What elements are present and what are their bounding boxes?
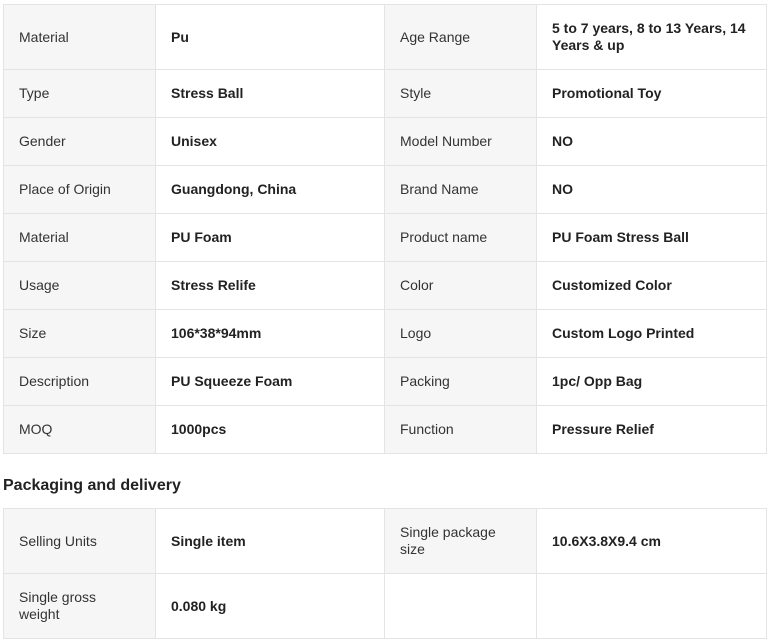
attribute-key: Place of Origin [4,166,156,214]
attribute-value: 10.6X3.8X9.4 cm [537,509,767,574]
empty-cell [385,574,537,639]
table-row [4,509,767,574]
attribute-key: Packing [385,358,537,406]
attribute-value: Single item [156,509,385,574]
table-row [4,214,767,262]
table-row [4,118,767,166]
attribute-key: Usage [4,262,156,310]
attribute-value: PU Squeeze Foam [156,358,385,406]
attribute-value: Custom Logo Printed [537,310,767,358]
attribute-value: NO [537,118,767,166]
attributes-table [3,4,767,454]
attribute-value: 106*38*94mm [156,310,385,358]
attribute-value: Guangdong, China [156,166,385,214]
attribute-key: Age Range [385,5,537,70]
attribute-key: Selling Units [4,509,156,574]
section-title-packaging: Packaging and delivery [3,477,181,494]
attribute-value: Customized Color [537,262,767,310]
attribute-key: Gender [4,118,156,166]
attribute-value: 0.080 kg [156,574,385,639]
attribute-key: Single package size [385,509,537,574]
attribute-key: Single gross weight [4,574,156,639]
table-row [4,358,767,406]
attribute-value: PU Foam Stress Ball [537,214,767,262]
packaging-table [3,508,767,639]
attribute-key: Material [4,214,156,262]
attribute-value: Promotional Toy [537,70,767,118]
attribute-key: MOQ [4,406,156,454]
attribute-value: PU Foam [156,214,385,262]
attribute-key: Color [385,262,537,310]
attribute-value: 1000pcs [156,406,385,454]
attribute-key: Logo [385,310,537,358]
table-row [4,166,767,214]
attribute-value: Pu [156,5,385,70]
attribute-value: Pressure Relief [537,406,767,454]
attribute-key: Description [4,358,156,406]
attribute-key: Type [4,70,156,118]
empty-cell [537,574,767,639]
attribute-value: 1pc/ Opp Bag [537,358,767,406]
attribute-key: Function [385,406,537,454]
table-row [4,5,767,70]
attribute-value: Unisex [156,118,385,166]
table-row [4,574,767,639]
attribute-key: Size [4,310,156,358]
attribute-key: Material [4,5,156,70]
table-row [4,406,767,454]
attribute-value: Stress Relife [156,262,385,310]
attribute-value: Stress Ball [156,70,385,118]
table-row [4,262,767,310]
attribute-key: Brand Name [385,166,537,214]
table-row [4,70,767,118]
attribute-value: NO [537,166,767,214]
attribute-key: Model Number [385,118,537,166]
attribute-key: Product name [385,214,537,262]
table-row [4,310,767,358]
attribute-key: Style [385,70,537,118]
attribute-value: 5 to 7 years, 8 to 13 Years, 14 Years & up [537,5,767,70]
